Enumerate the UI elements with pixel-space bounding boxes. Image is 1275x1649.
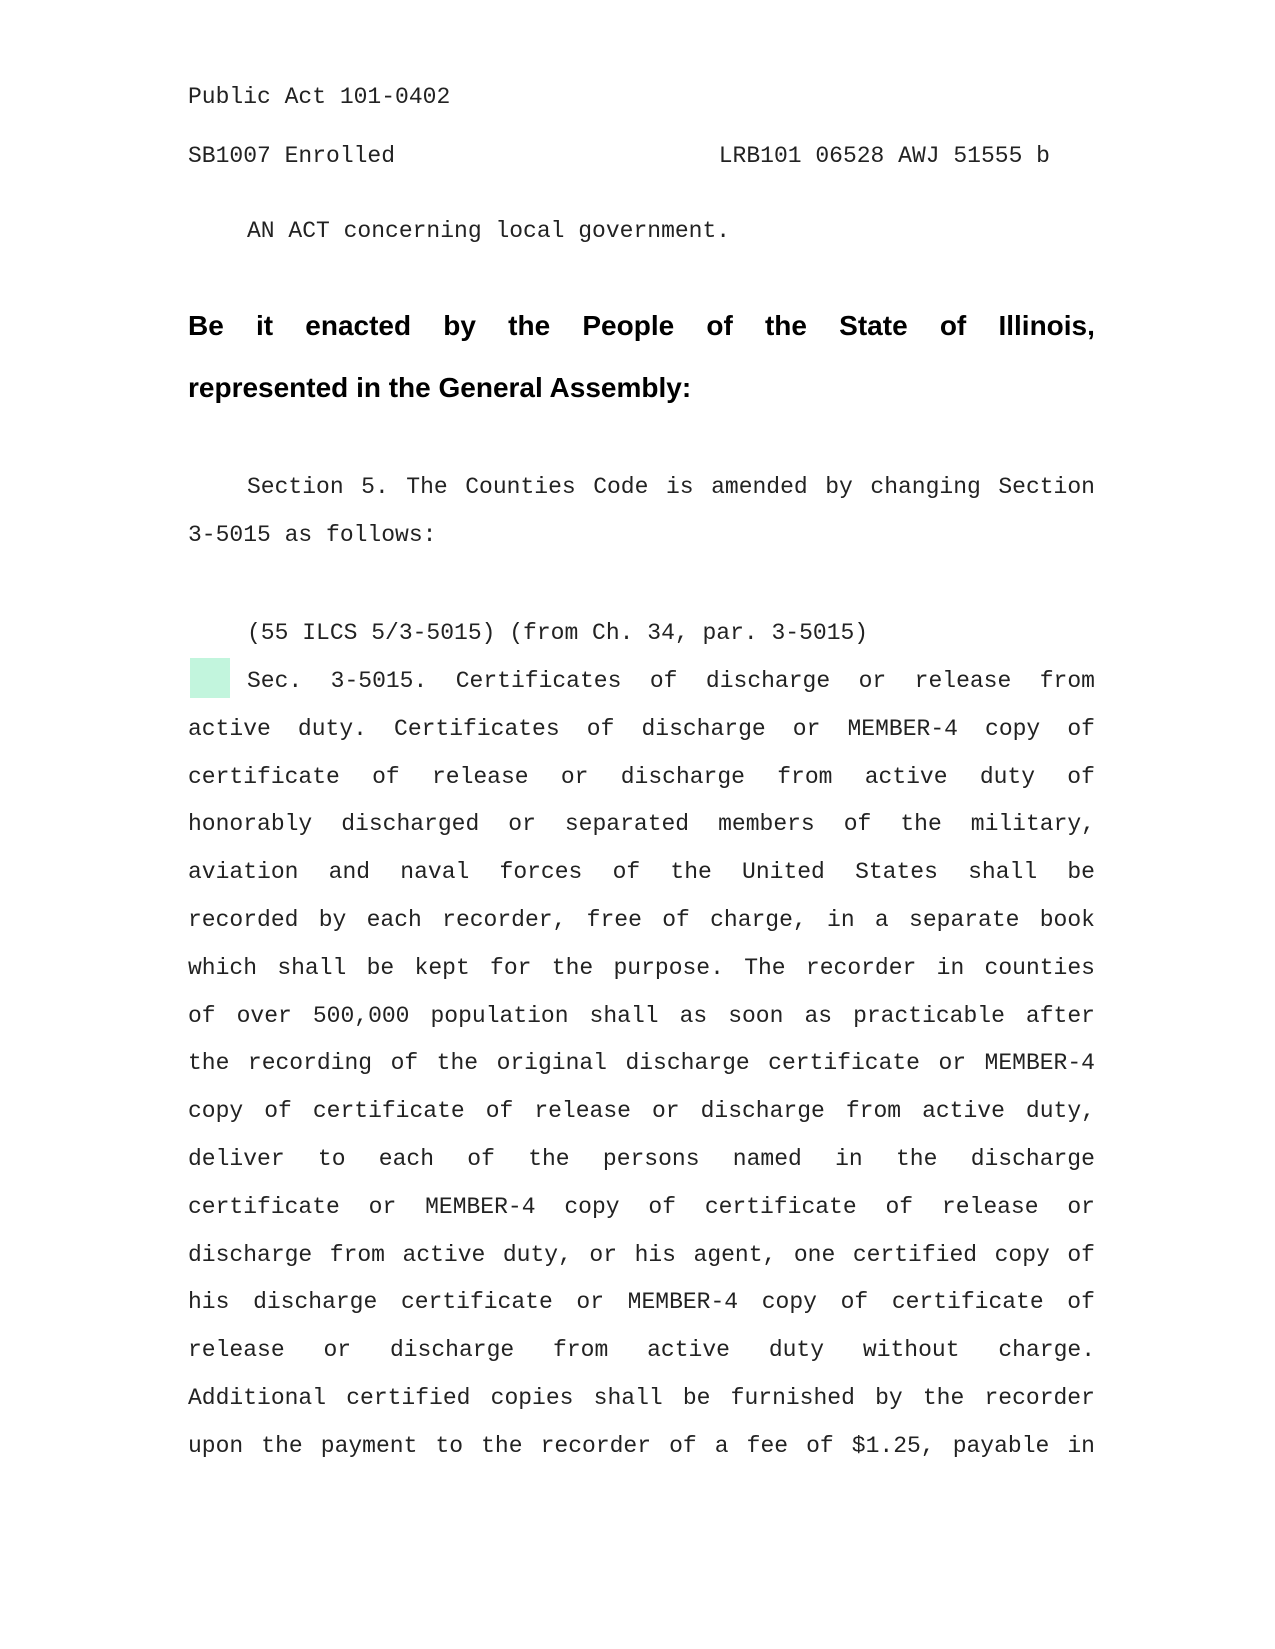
section-text-line: which shall be kept for the purpose. The recorder in counties [188, 954, 1095, 981]
section-text-line: deliver to each of the persons named in the discharge [188, 1146, 1095, 1172]
enacting-clause-line-1 [188, 310, 1095, 342]
act-title: AN ACT concerning local government. [247, 218, 731, 244]
section-text-line: aviation and naval forces of the United States shall be [188, 859, 1095, 886]
section-text-line: discharge from active duty, or his agent, one certified copy of [188, 1241, 1095, 1268]
section-text-line: honorably discharged or separated members of the military, [188, 811, 1095, 838]
section-text-line: release or discharge from active duty without charge. [188, 1337, 1095, 1364]
section-text-line: Additional certified copies shall be furnished by the recorder [188, 1385, 1095, 1411]
section-text-line: the recording of the original discharge certificate or MEMBER-4 [188, 1050, 1095, 1077]
section-text-line: recorded by each recorder, free of charge, in a separate book [188, 907, 1095, 933]
change-marker-highlight [190, 658, 230, 698]
section-text-line: active duty. Certificates of discharge or MEMBER-4 copy of [188, 715, 1095, 742]
statute-citation: (55 ILCS 5/3-5015) (from Ch. 34, par. 3-5015) [247, 620, 869, 646]
section-text-line: certificate of release or discharge from active duty of [188, 763, 1095, 790]
enacting-clause-line-2 [188, 372, 1095, 404]
section-text-line: his discharge certificate or MEMBER-4 copy of certificate of [188, 1289, 1095, 1316]
section-text-line: Sec. 3-5015. Certificates of discharge or release from [247, 668, 1095, 694]
section-intro-line-2: 3-5015 as follows: [188, 522, 437, 548]
section-text-line: certificate or MEMBER-4 copy of certificate of release or [188, 1193, 1095, 1220]
section-text-line: copy of certificate of release or discharge from active duty, [188, 1098, 1095, 1125]
section-text-line: upon the payment to the recorder of a fee of $1.25, payable in [188, 1432, 1095, 1459]
enacting-clause-text-1: Be it enacted by the People of the State of Illinois, [188, 310, 1095, 341]
section-text-line: of over 500,000 population shall as soon as practicable after [188, 1002, 1095, 1029]
enacting-clause-text-2: represented in the General Assembly: [188, 372, 692, 403]
public-act-number: Public Act 101-0402 [188, 84, 451, 110]
section-intro-line-1: Section 5. The Counties Code is amended by changing Section [247, 474, 1095, 500]
bill-number: SB1007 Enrolled [188, 143, 396, 169]
lrb-number: LRB101 06528 AWJ 51555 b [718, 143, 1050, 169]
